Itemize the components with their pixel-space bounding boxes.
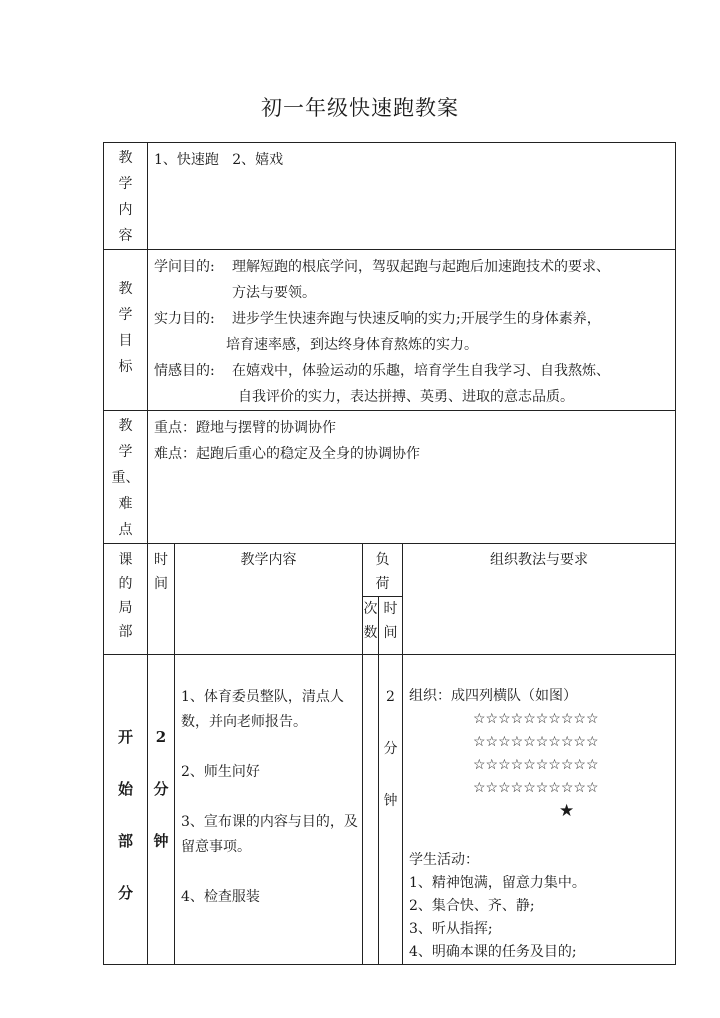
goals-label: 教 学 目 标 (104, 250, 148, 411)
formation-row: ☆☆☆☆☆☆☆☆☆☆ (473, 734, 599, 750)
schedule-header-row (104, 544, 676, 597)
header-time: 时 间 (148, 544, 175, 655)
keypoints-row (104, 411, 676, 544)
start-part-row (104, 655, 676, 965)
knowledge-goal: 学问目的: 理解短跑的根底学问，驾驭起跑与起跑后加速跑技术的要求、 (154, 259, 610, 275)
key-point: 重点：蹬地与摆臂的协调协作 (154, 420, 336, 436)
emotion-goal: 情感目的: 在嬉戏中，体验运动的乐趣，培育学生自我学习、自我熬炼、 (154, 363, 610, 379)
list-item: 1、体育委员整队，清点人数，并向老师报告。 (181, 689, 344, 730)
header-content: 教学内容 (175, 544, 363, 655)
list-item: 4、检查服装 (181, 889, 260, 905)
header-part: 课 的 局 部 (104, 544, 148, 655)
keypoints-text (148, 411, 676, 544)
start-load-count (363, 655, 379, 965)
content-label: 教 学 内 容 (104, 143, 148, 250)
header-method: 组织教法与要求 (403, 544, 676, 655)
org-title: 组织：成四列横队（如图） (409, 688, 577, 704)
activity-title: 学生活动： (409, 852, 479, 868)
start-load-time: 2 分 钟 (379, 655, 403, 965)
start-phase-label: 开 始 部 分 (104, 655, 148, 965)
header-duration: 时 间 (379, 597, 403, 655)
content-text: 1、快速跑 2、嬉戏 (148, 143, 676, 250)
formation-row: ☆☆☆☆☆☆☆☆☆☆ (473, 780, 599, 796)
activity-item: 3、听从指挥; (409, 921, 493, 937)
keypoints-label: 教 学 重、 难 点 (104, 411, 148, 544)
start-organization (403, 655, 676, 965)
formation-row: ☆☆☆☆☆☆☆☆☆☆ (473, 711, 599, 727)
start-phase-time: 2 分 钟 (148, 655, 175, 965)
page-title: 初一年级快速跑教案 (261, 96, 459, 120)
list-item: 2、师生问好 (181, 764, 260, 780)
lesson-plan-table (103, 142, 676, 965)
list-item: 3、宣布课的内容与目的，及留意事项。 (181, 814, 358, 855)
activity-item: 4、明确本课的任务及目的; (409, 944, 577, 960)
header-count: 次 数 (363, 597, 379, 655)
activity-item: 2、集合快、齐、静; (409, 898, 535, 914)
formation-row: ☆☆☆☆☆☆☆☆☆☆ (473, 757, 599, 773)
goals-text: 学问目的: 理解短跑的根底学问，驾驭起跑与起跑后加速跑技术的要求、 方法与要领。 实力目的: 进步学生快速奔跑与快速反响的实力;开展学生的身体素养， 培育速率感，到达终身体育熬炼的实力。 情感目的: 在嬉戏中，体验运动的乐趣，培育学生自我学习、自我熬炼、 自我评价的实力，表达拼搏、英勇、进取的意志品质。 (148, 250, 676, 411)
difficult-point: 难点：起跑后重心的稳定及全身的协调协作 (154, 446, 420, 462)
teacher-star-icon: ★ (559, 801, 575, 821)
header-load: 负 荷 (363, 544, 403, 597)
content-row (104, 143, 676, 250)
activity-item: 1、精神饱满，留意力集中。 (409, 875, 586, 891)
start-content-list (175, 655, 363, 965)
ability-goal: 实力目的: 进步学生快速奔跑与快速反响的实力;开展学生的身体素养， (154, 311, 601, 327)
goals-row (104, 250, 676, 411)
